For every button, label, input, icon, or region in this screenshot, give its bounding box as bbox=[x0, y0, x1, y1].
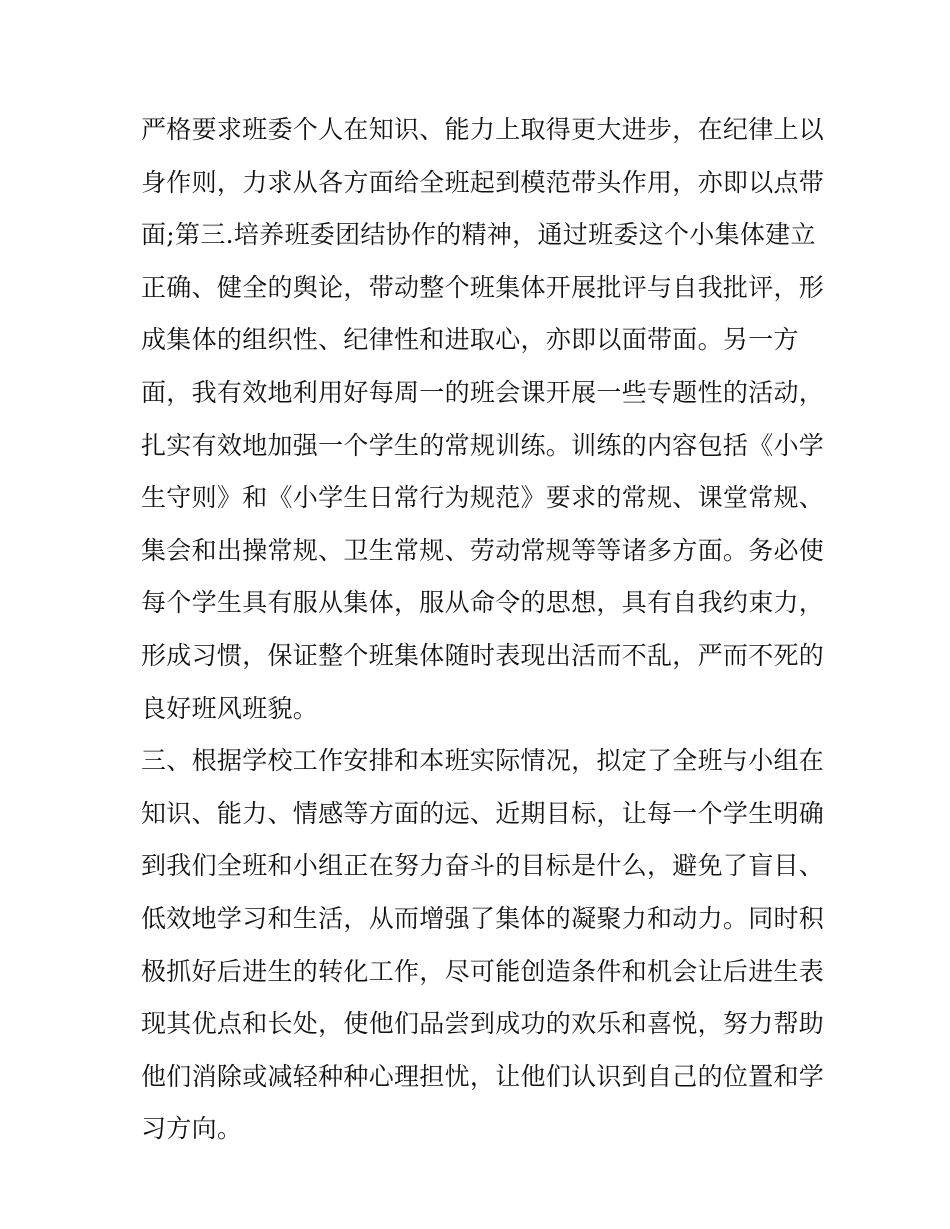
text-line: 集会和出操常规、卫生常规、劳动常规等等诸多方面。务必使 bbox=[141, 535, 825, 565]
text-line: 知识、能力、情感等方面的远、近期目标，让每一个学生明确 bbox=[141, 798, 825, 828]
text-line: 极抓好后进生的转化工作，尽可能创造条件和机会让后进生表 bbox=[141, 956, 825, 986]
text-line: 严格要求班委个人在知识、能力上取得更大进步，在纪律上以 bbox=[141, 115, 825, 144]
text-line: 身作则，力求从各方面给全班起到模范带头作用，亦即以点带 bbox=[141, 167, 825, 197]
text-line: 低效地学习和生活，从而增强了集体的凝聚力和动力。同时积 bbox=[141, 903, 825, 933]
text-line: 到我们全班和小组正在努力奋斗的目标是什么，避免了盲目、 bbox=[141, 851, 825, 881]
text-line: 习方向。 bbox=[141, 1114, 243, 1144]
text-line: 形成习惯，保证整个班集体随时表现出活而不乱，严而不死的 bbox=[141, 640, 825, 670]
text-line: 成集体的组织性、纪律性和进取心，亦即以面带面。另一方 bbox=[141, 325, 799, 355]
text-line: 生守则》和《小学生日常行为规范》要求的常规、课堂常规、 bbox=[141, 483, 825, 513]
text-line: 他们消除或减轻种种心理担忧，让他们认识到自己的位置和学 bbox=[141, 1061, 825, 1091]
text-line: 每个学生具有服从集体，服从命令的思想，具有自我约束力， bbox=[141, 588, 825, 618]
text-line: 三、根据学校工作安排和本班实际情况，拟定了全班与小组在 bbox=[141, 746, 825, 776]
text-line: 现其优点和长处，使他们品尝到成功的欢乐和喜悦，努力帮助 bbox=[141, 1009, 825, 1039]
text-line: 正确、健全的舆论，带动整个班集体开展批评与自我批评，形 bbox=[141, 272, 825, 302]
body-text bbox=[141, 108, 825, 1160]
text-line: 良好班风班貌。 bbox=[141, 693, 319, 723]
text-line: 面;第三.培养班委团结协作的精神，通过班委这个小集体建立 bbox=[141, 220, 816, 250]
text-line: 扎实有效地加强一个学生的常规训练。训练的内容包括《小学 bbox=[141, 430, 825, 460]
text-line: 面，我有效地利用好每周一的班会课开展一些专题性的活动， bbox=[141, 377, 825, 407]
